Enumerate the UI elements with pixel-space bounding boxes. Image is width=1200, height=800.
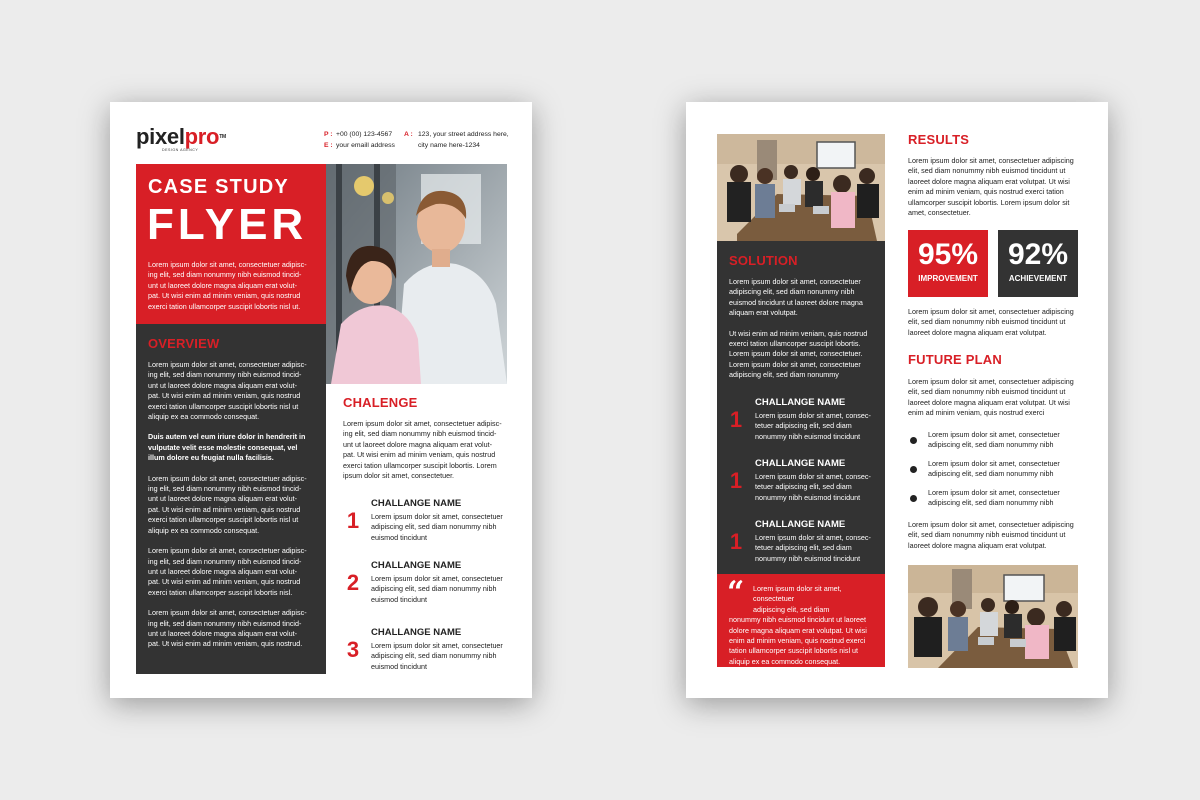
- solution-line: euismod tincidunt ut laoreet dolore magna: [729, 297, 863, 307]
- results-line: laoreet dolore magna aliquam erat volutpat.: [908, 327, 1047, 337]
- challenge-line: Lorem ipsum dolor sit amet, consectetuer adipisc-: [343, 419, 502, 428]
- challenge-item-number: 2: [346, 570, 360, 595]
- overview-line: unt ut laoreet dolore magna aliquam erat volut-: [148, 566, 298, 576]
- solution-item-name: CHALLANGE NAME: [755, 397, 846, 408]
- solution-text: [729, 277, 879, 381]
- testimonial-quote: [717, 574, 885, 667]
- quote-line: enim ad minim veniam, quis nostrud exerci: [729, 636, 866, 646]
- solution-line: exerci tation ullamcorper suscipit lobortis.: [729, 339, 861, 349]
- overview-line: pat. Ut wisi enim ad minim veniam, quis nostrud: [148, 577, 301, 587]
- future-line: enim ad minim veniam, quis nostrud exerci: [908, 408, 1045, 418]
- future-line: elit, sed diam nonummy nibh euismod tincidunt ut: [908, 387, 1066, 397]
- future-line: Lorem ipsum dolor sit amet, consectetuer adipiscing: [908, 520, 1074, 529]
- solution-line: aliquam erat volutpat.: [729, 308, 798, 318]
- overview-line: unt ut laoreet dolore magna aliquam erat volut-: [148, 628, 298, 638]
- challenge-line: unt ut laoreet dolore magna aliquam erat volut-: [343, 439, 493, 449]
- stat-card-achievement: [998, 230, 1078, 297]
- future-plan-title: FUTURE PLAN: [908, 352, 1002, 367]
- address-line-2: city name here-1234: [418, 141, 480, 149]
- stat-value: 95%: [917, 238, 979, 271]
- solution-item-number: 1: [729, 529, 743, 554]
- stat-card-improvement: [908, 230, 988, 297]
- results-line: Lorem ipsum dolor sit amet, consectetuer adipiscing: [908, 156, 1074, 165]
- address-line-1: 123, your street address here,: [418, 131, 509, 138]
- quote-line: adipiscing elit, sed diam: [753, 604, 830, 614]
- stat-label: IMPROVEMENT: [918, 274, 978, 283]
- overview-line: ing elit, sed diam nonummy nibh euismod tincid-: [148, 618, 302, 628]
- overview-bold-line: illum dolore eu feugiat nulla facilisis.: [148, 453, 274, 463]
- meeting-photo-bottom: [908, 565, 1078, 668]
- challenge-line: ing elit, sed diam nonummy nibh euismod tincid-: [343, 429, 497, 439]
- solution-line: Lorem ipsum dolor sit amet, consectetuer: [729, 277, 861, 286]
- overview-line: unt ut laoreet dolore magna aliquam erat volut-: [148, 380, 298, 390]
- hero-text-line: unt ut laoreet dolore magna aliquam erat volut-: [148, 280, 298, 290]
- address-label: A :: [404, 131, 413, 138]
- solution-line: Ut wisi enim ad minim veniam, quis nostrud: [729, 328, 868, 338]
- logo-tagline: DESIGN AGENCY: [162, 148, 199, 152]
- solution-item-name: CHALLANGE NAME: [755, 458, 846, 469]
- challenge-item-text: Lorem ipsum dolor sit amet, consectetuer adipiscing elit, sed diam nonummy nibh euismod tincidunt: [371, 574, 503, 604]
- results-line: elit, sed diam nonummy nibh euismod tincidunt ut: [908, 317, 1066, 327]
- email-address: your emaill address: [336, 141, 395, 149]
- address-block: [404, 130, 509, 151]
- overview-text: [148, 360, 318, 650]
- overview-line: ing elit, sed diam nonummy nibh euismod tincid-: [148, 556, 302, 566]
- challenge-text: [343, 419, 523, 481]
- quote-line: aliquip ex ea commodo consequat.: [729, 656, 841, 666]
- solution-item-name: CHALLANGE NAME: [755, 519, 846, 530]
- bullet-dot-icon: [910, 495, 917, 502]
- hero-title-line-2: FLYER: [147, 200, 308, 249]
- quote-line: tation ullamcorper suscipit lobortis nisl ut: [729, 646, 859, 656]
- challenge-line: pat. Ut wisi enim ad minim veniam, quis nostrud: [343, 450, 496, 460]
- challenge-item-name: CHALLANGE NAME: [371, 627, 462, 638]
- quote-mark-icon: “: [727, 575, 745, 610]
- overview-line: Lorem ipsum dolor sit amet, consectetuer adipisc-: [148, 473, 307, 483]
- overview-title: OVERVIEW: [148, 336, 220, 351]
- overview-line: pat. Ut wisi enim ad minim veniam, quis nostrud: [148, 504, 301, 514]
- overview-line: ing elit, sed diam nonummy nibh euismod tincid-: [148, 484, 302, 494]
- email-label: E :: [324, 141, 333, 149]
- overview-line: Lorem ipsum dolor sit amet, consectetuer adipisc-: [148, 360, 307, 369]
- results-line: ullamcorper suscipit lobortis. Lorem ipsum dolor sit: [908, 197, 1070, 207]
- quote-line: dolore magna aliquam erat volutpat. Ut wisi: [729, 625, 867, 635]
- hero-title-line-1: CASE STUDY: [148, 176, 289, 198]
- hero-text-line: Lorem ipsum dolor sit amet, consectetuer adipisc-: [148, 260, 307, 269]
- challenge-line: exerci tation ullamcorper suscipit lobortis. Lorem: [343, 460, 497, 470]
- hero-banner: [136, 164, 326, 324]
- hero-text-line: exerci tation ullamcorper suscipit lobortis nisl ut.: [148, 301, 301, 311]
- meeting-photo-top: [717, 134, 885, 241]
- future-plan-text: [908, 377, 1083, 419]
- solution-title: SOLUTION: [729, 253, 798, 268]
- future-line: Lorem ipsum dolor sit amet, consectetuer adipiscing: [908, 377, 1074, 386]
- quote-text: [729, 584, 881, 667]
- solution-item-text: Lorem ipsum dolor sit amet, consec- tetuer adipiscing elit, sed diam nonummy nibh euismod tincidunt: [755, 411, 871, 441]
- hero-text-line: pat. Ut wisi enim ad minim veniam, quis nostrud: [148, 291, 301, 301]
- overview-line: unt ut laoreet dolore magna aliquam erat volut-: [148, 494, 298, 504]
- results-text: [908, 156, 1083, 218]
- solution-line: Lorem ipsum dolor sit amet, consectetuer.: [729, 349, 863, 359]
- overview-line: exerci tation ullamcorper suscipit lobortis nisl ut: [148, 401, 299, 411]
- overview-line: aliquip ex ea commodo consequat.: [148, 412, 260, 422]
- challenge-line: ipsum dolor sit amet, consectetuer.: [343, 471, 455, 481]
- future-plan-summary: [908, 520, 1083, 551]
- stat-label: ACHIEVEMENT: [1008, 274, 1068, 283]
- challenge-item-name: CHALLANGE NAME: [371, 498, 462, 509]
- flyer-front-page: [110, 102, 532, 698]
- overview-line: Lorem ipsum dolor sit amet, consectetuer adipisc-: [148, 546, 307, 556]
- challenge-item-number: 3: [346, 637, 360, 662]
- results-line: laoreet dolore magna aliquam erat volutpat. Ut wisi: [908, 176, 1070, 186]
- hero-text: [148, 260, 320, 312]
- logo-text: [136, 124, 219, 149]
- overview-bold-line: vulputate velit esse molestie consequat, vel: [148, 442, 298, 452]
- solution-line: adipiscing elit, sed diam nonummy nibh: [729, 287, 855, 297]
- solution-item-text: Lorem ipsum dolor sit amet, consec- tetuer adipiscing elit, sed diam nonummy nibh euismod tincidunt: [755, 472, 871, 502]
- overview-line: exerci tation ullamcorper suscipit lobortis nisl ut: [148, 515, 299, 525]
- results-title: RESULTS: [908, 132, 970, 147]
- brand-logo: [136, 126, 226, 152]
- hero-text-line: ing elit, sed diam nonummy nibh euismod tincid-: [148, 270, 302, 280]
- bullet-dot-icon: [910, 466, 917, 473]
- quote-line: nonummy nibh euismod tincidunt ut laoreet: [729, 615, 867, 625]
- solution-item-number: 1: [729, 407, 743, 432]
- stat-value: 92%: [1007, 238, 1069, 271]
- results-line: Lorem ipsum dolor sit amet, consectetuer adipiscing: [908, 307, 1074, 316]
- challenge-item-text: Lorem ipsum dolor sit amet, consectetuer adipiscing elit, sed diam nonummy nibh euismod tincidunt: [371, 641, 503, 671]
- overview-line: ing elit, sed diam nonummy nibh euismod tincid-: [148, 370, 302, 380]
- challenge-item-name: CHALLANGE NAME: [371, 560, 462, 571]
- logo-pixel: pixel: [136, 124, 185, 149]
- overview-line: aliquip ex ea commodo consequat.: [148, 525, 260, 535]
- challenge-item-number: 1: [346, 508, 360, 533]
- overview-section: [136, 324, 326, 674]
- solution-line: Lorem ipsum dolor sit amet, consectetuer: [729, 359, 861, 369]
- logo-pro: pro: [184, 124, 220, 149]
- future-line: elit, sed diam nonummy nibh euismod tincidunt ut: [908, 530, 1066, 540]
- results-line: elit, sed diam nonummy nibh euismod tincidunt ut: [908, 166, 1066, 176]
- results-summary: [908, 307, 1083, 338]
- challenge-title: CHALENGE: [343, 395, 418, 410]
- solution-line: adipiscing elit, sed diam nonummy: [729, 370, 839, 380]
- logo-tm: TM: [219, 134, 226, 140]
- overview-bold-line: Duis autem vel eum iriure dolor in hendrerit in: [148, 432, 306, 442]
- flyer-back-page: SOLUTION Lorem ipsum dolor sit amet, consectetuer adipiscing elit, sed diam nonummy nibh euismod tincidunt ut laoreet dolore magna aliquam erat volutpat. Ut wisi enim ad minim veniam, quis nostrud exerci tation ullamcorper suscipit lobortis. Lorem ipsum dolor sit amet, consectetuer. Lorem ipsum dolor sit amet, consectetuer adipiscing elit, sed diam nonummy 1 CHALLANGE NAME Lorem ipsum dolor sit amet, consec- tetuer adipiscing elit, sed diam nonummy nibh euismod tincidunt 1 CHALLANGE NAME Lorem ipsum dolor sit amet, consec- tetuer adipiscing elit, sed diam nonummy nibh euismod tincidunt 1 CHALLANGE NAME Lorem ipsum dolor sit amet, consec- tetuer adipiscing elit, sed diam nonummy nibh euismod tincidunt “ Lorem ipsum dolor sit amet, consectetuer adipiscing elit, sed diam nonummy nibh euismod tincidunt ut laoreet dolore magna aliquam erat volutpat. Ut wisi enim ad minim veniam, quis nostrud exerci tation ullamcorper suscipit lobortis nisl ut aliquip ex ea commodo consequat. RESULTS Lorem ipsum dolor sit amet, consectetuer adipiscing elit, sed diam nonummy nibh euismod tincidunt ut laoreet dolore magna aliquam erat volutpat. Ut wisi enim ad minim veniam, quis nostrud exerci tation ullamcorper suscipit lobortis. Lorem ipsum dolor sit amet, consectetuer. 95% IMPROVEMENT 92% ACHIEVEMENT Lorem ipsum dolor sit amet, consectetuer adipiscing elit, sed diam nonummy nibh euismod tincidunt ut laoreet dolore magna aliquam erat volutpat. FUTURE PLAN Lorem ipsum dolor sit amet, consectetuer adipiscing elit, sed diam nonummy nibh euismod tincidunt ut laoreet dolore magna aliquam erat volutpat. Ut wisi enim ad minim veniam, quis nostrud exerci Lorem ipsum dolor sit amet, consectetuer adipiscing elit, sed diam nonummy nibh Lorem ipsum dolor sit amet, consectetuer adipiscing elit, sed diam nonummy nibh Lorem ipsum dolor sit amet, consectetuer adipiscing elit, sed diam nonummy nibh Lorem ipsum dolor sit amet, consectetuer adipiscing elit, sed diam nonummy nibh euismod tincidunt ut laoreet dolore magna aliquam erat volutpat.: [686, 102, 1108, 698]
- future-line: laoreet dolore magna aliquam erat volutpat.: [908, 540, 1047, 550]
- results-line: enim ad minim veniam, quis nostrud exerci tation: [908, 187, 1064, 197]
- phone-number: +00 (00) 123-4567: [336, 131, 393, 138]
- overview-line: exerci tation ullamcorper suscipit lobortis nisl.: [148, 587, 293, 597]
- phone-label: P :: [324, 131, 333, 138]
- overview-line: pat. Ut wisi enim ad minim veniam, quis nostrud.: [148, 639, 303, 649]
- solution-item-text: Lorem ipsum dolor sit amet, consec- tetuer adipiscing elit, sed diam nonummy nibh euismod tincidunt: [755, 533, 871, 563]
- contact-block: [324, 130, 395, 151]
- overview-line: pat. Ut wisi enim ad minim veniam, quis nostrud: [148, 391, 301, 401]
- quote-line: Lorem ipsum dolor sit amet, consectetuer: [753, 584, 842, 604]
- hero-photo-colleagues: [326, 164, 507, 384]
- solution-section: [717, 241, 885, 574]
- overview-line: Lorem ipsum dolor sit amet, consectetuer adipisc-: [148, 608, 307, 618]
- bullet-dot-icon: [910, 437, 917, 444]
- challenge-item-text: Lorem ipsum dolor sit amet, consectetuer adipiscing elit, sed diam nonummy nibh euismod tincidunt: [371, 512, 503, 542]
- results-line: amet, consectetuer.: [908, 208, 971, 218]
- solution-item-number: 1: [729, 468, 743, 493]
- future-line: laoreet dolore magna aliquam erat volutpat. Ut wisi: [908, 397, 1070, 407]
